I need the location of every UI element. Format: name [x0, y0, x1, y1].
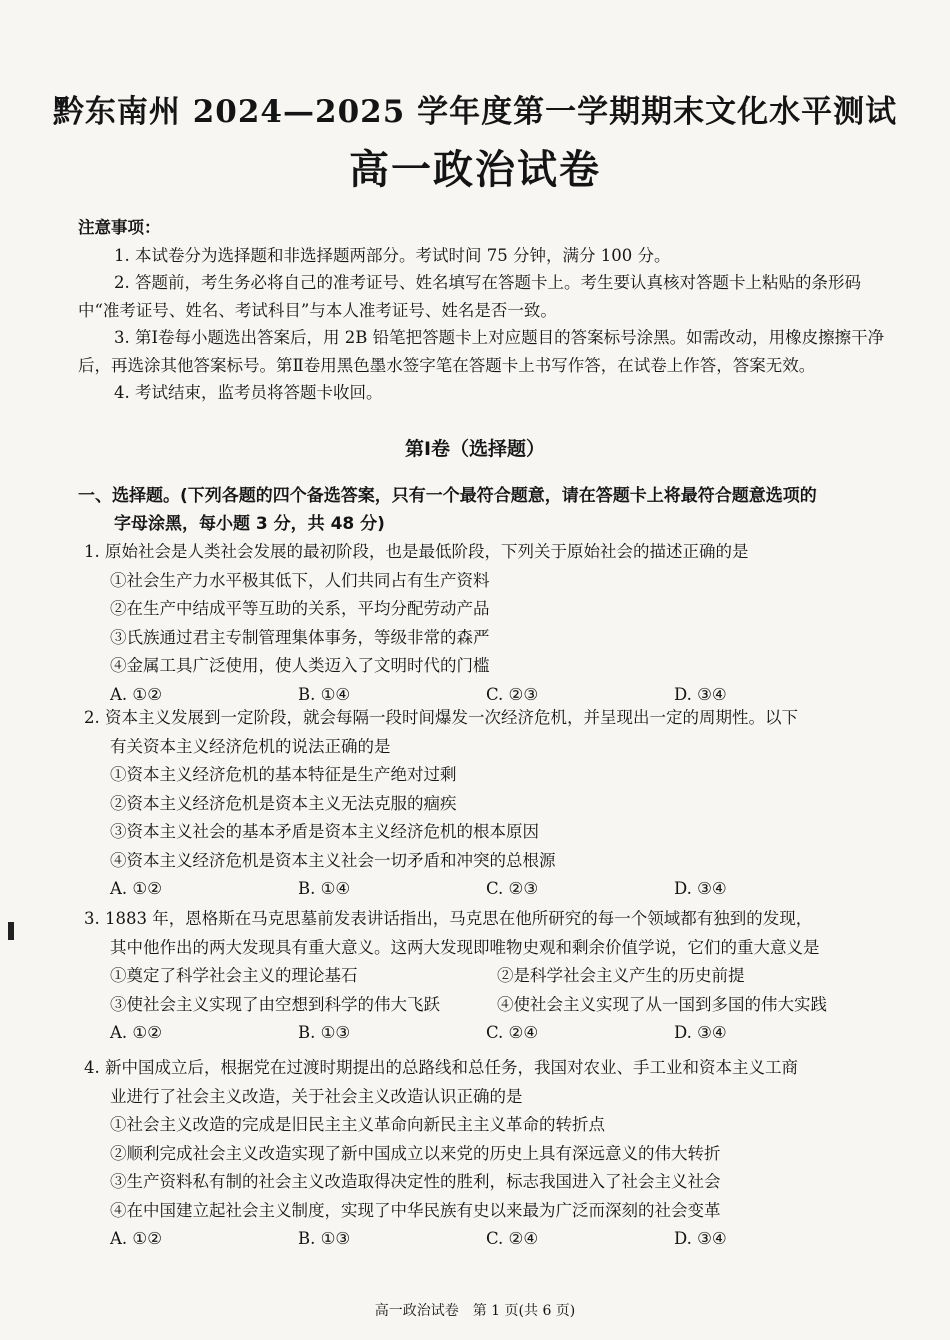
statement-option: ②顺利完成社会主义改造实现了新中国成立以来党的历史上具有深远意义的伟大转折	[110, 1143, 721, 1163]
exam-title: 黔东南州 2024—2025 学年度第一学期期末文化水平测试	[52, 94, 898, 130]
section-heading-line1: 一、选择题。(下列各题的四个备选答案，只有一个最符合题意，请在答题卡上将最符合题意选项的	[78, 486, 817, 506]
question-stem: 4. 新中国成立后，根据党在过渡时期提出的总路线和总任务，我国对农业、手工业和资本主义工商	[84, 1058, 798, 1077]
question-1	[84, 538, 884, 709]
question-3	[84, 905, 884, 1048]
part-title: 第Ⅰ卷（选择题）	[404, 438, 546, 460]
question-4	[84, 1054, 884, 1254]
note-item: 1. 本试卷分为选择题和非选择题两部分。考试时间 75 分钟，满分 100 分。	[114, 245, 671, 265]
exam-subject-title: 高一政治试卷	[349, 147, 601, 193]
statement-option: ②资本主义经济危机是资本主义无法克服的痼疾	[110, 793, 457, 813]
exam-notes	[78, 214, 898, 407]
answer-choice-d: D. ③④	[674, 879, 727, 898]
answer-choice-d: D. ③④	[674, 1023, 727, 1042]
statement-option: ③氏族通过君主专制管理集体事务，等级非常的森严	[110, 627, 490, 647]
question-stem: 3. 1883 年，恩格斯在马克思墓前发表讲话指出，马克思在他所研究的每一个领域都有独到的发现，	[84, 909, 813, 928]
answer-choice-b: B. ①③	[298, 1023, 351, 1042]
answer-choice-c: C. ②④	[486, 1229, 539, 1248]
answer-choice-c: C. ②③	[486, 879, 539, 898]
note-item: 2. 答题前，考生务必将自己的准考证号、姓名填写在答题卡上。考生要认真核对答题卡上粘贴的条形码中“准考证号、姓名、考试科目”与本人准考证号、姓名是否一致。	[78, 273, 861, 320]
section-heading	[78, 482, 888, 538]
statement-option: ②在生产中结成平等互助的关系，平均分配劳动产品	[110, 599, 490, 618]
statement-option: ①社会生产力水平极其低下，人们共同占有生产资料	[110, 570, 490, 590]
statement-option: ③生产资料私有制的社会主义改造取得决定性的胜利，标志我国进入了社会主义社会	[110, 1172, 721, 1191]
statement-row	[84, 991, 884, 1020]
statement-option: ③资本主义社会的基本矛盾是资本主义经济危机的根本原因	[110, 822, 539, 841]
statement-option: ④使社会主义实现了从一国到多国的伟大实践	[497, 994, 827, 1014]
answer-choice-b: B. ①④	[298, 684, 351, 704]
section-heading-line2: 字母涂黑，每小题 3 分，共 48 分)	[114, 514, 385, 534]
notes-heading: 注意事项：	[78, 218, 161, 237]
question-stem-continued: 业进行了社会主义改造，关于社会主义改造认识正确的是	[110, 1086, 523, 1106]
question-stem: 2. 资本主义发展到一定阶段，就会每隔一段时间爆发一次经济危机，并呈现出一定的周期性。以下	[84, 708, 798, 727]
question-stem: 1. 原始社会是人类社会发展的最初阶段，也是最低阶段，下列关于原始社会的描述正确的是	[84, 542, 749, 561]
answer-choice-a: A. ①②	[110, 684, 162, 704]
statement-option: ④金属工具广泛使用，使人类迈入了文明时代的门槛	[110, 656, 490, 675]
answer-choice-c: C. ②③	[486, 684, 539, 704]
question-stem-continued: 有关资本主义经济危机的说法正确的是	[110, 736, 391, 756]
statement-option: ①资本主义经济危机的基本特征是生产绝对过剩	[110, 765, 457, 784]
answer-choice-a: A. ①②	[110, 1023, 162, 1042]
answer-choice-a: A. ①②	[110, 1229, 162, 1248]
statement-option: ③使社会主义实现了由空想到科学的伟大飞跃	[110, 994, 440, 1014]
note-item: 3. 第Ⅰ卷每小题选出答案后，用 2B 铅笔把答题卡上对应题目的答案标号涂黑。如需改动，用橡皮擦擦干净后，再选涂其他答案标号。第Ⅱ卷用黑色墨水签字笔在答题卡上书写作答，在试卷上作答，答案无效。	[78, 328, 885, 375]
answer-choices	[84, 1019, 884, 1048]
answer-choice-d: D. ③④	[674, 1229, 727, 1248]
question-stem-continued: 其中他作出的两大发现具有重大意义。这两大发现即唯物史观和剩余价值学说，它们的重大意义是	[110, 937, 820, 957]
statement-row	[84, 962, 884, 991]
answer-choice-b: B. ①③	[298, 1229, 351, 1248]
answer-choice-d: D. ③④	[674, 684, 727, 704]
page-footer: 高一政治试卷 第 1 页(共 6 页)	[374, 1303, 576, 1319]
answer-choices	[84, 875, 884, 904]
answer-choice-b: B. ①④	[298, 879, 351, 898]
answer-choice-c: C. ②④	[486, 1023, 539, 1042]
statement-option: ①奠定了科学社会主义的理论基石	[110, 966, 358, 985]
answer-choices	[84, 1225, 884, 1254]
statement-option: ①社会主义改造的完成是旧民主主义革命向新民主主义革命的转折点	[110, 1115, 605, 1134]
statement-option: ④资本主义经济危机是资本主义社会一切矛盾和冲突的总根源	[110, 850, 556, 870]
note-item: 4. 考试结束，监考员将答题卡收回。	[114, 383, 383, 402]
scan-edge-mark	[8, 922, 14, 940]
question-2	[84, 704, 884, 904]
answer-choice-a: A. ①②	[110, 879, 162, 898]
statement-option: ④在中国建立起社会主义制度，实现了中华民族有史以来最为广泛而深刻的社会变革	[110, 1200, 721, 1220]
statement-option: ②是科学社会主义产生的历史前提	[497, 966, 745, 985]
